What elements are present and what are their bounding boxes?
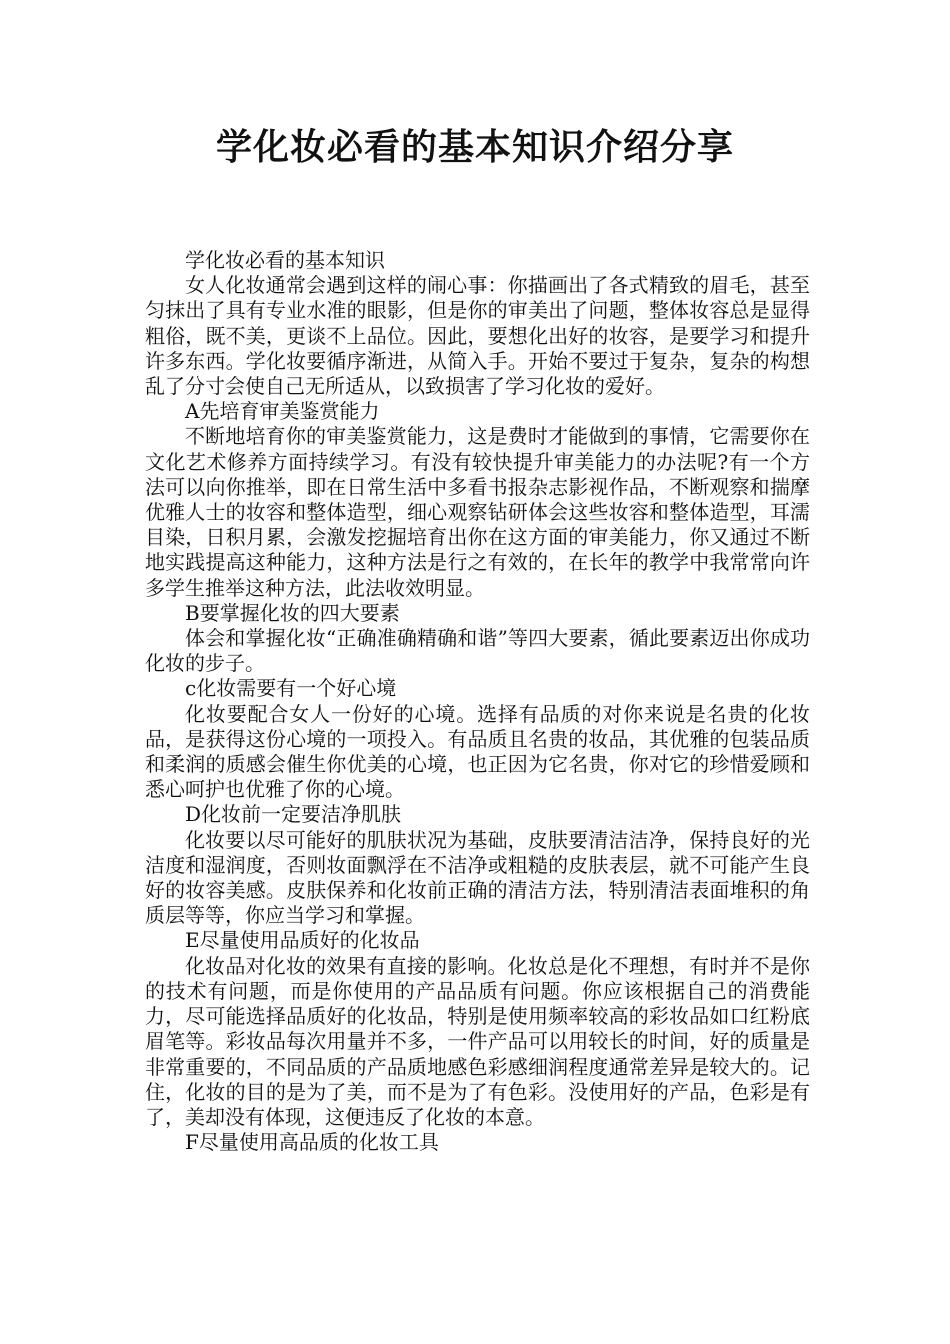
section-heading-f: F尽量使用高品质的化妆工具: [185, 1130, 439, 1155]
section-heading-a: A先培育审美鉴赏能力: [185, 399, 380, 424]
paragraph-intro: 女人化妆通常会遇到这样的闹心事：你描画出了各式精致的眉毛，甚至匀抹出了具有专业水准的眼影，但是你的审美出了问题，整体妆容总是显得粗俗，既不美，更谈不上品位。因此，要想化出好的妆容，是要学习和提升许多东西。学化妆要循序渐进，从简入手。开始不要过于复杂，复杂的构想乱了分寸会使自己无所适从，以致损害了学习化妆的爱好。: [145, 273, 810, 399]
paragraph-subtitle: 学化妆必看的基本知识: [185, 248, 385, 272]
paragraph-c: 化妆要配合女人一份好的心境。选择有品质的对你来说是名贵的化妆品，是获得这份心境的一项投入。有品质且名贵的妆品，其优雅的包装品质和柔润的质感会催生你优美的心境，也正因为它名贵，你对它的珍惜爱顾和悉心呵护也优雅了你的心境。: [145, 701, 810, 802]
section-heading-c: c化妆需要有一个好心境: [185, 676, 397, 701]
section-heading-b: B要掌握化妆的四大要素: [185, 600, 400, 625]
paragraph-e: 化妆品对化妆的效果有直接的影响。化妆总是化不理想，有时并不是你的技术有问题，而是你使用的产品品质有问题。你应该根据自己的消费能力，尽可能选择品质好的化妆品，特别是使用频率较高的彩妆品如口红粉底眉笔等。彩妆品每次用量并不多，一件产品可以用较长的时间，好的质量是非常重要的，不同品质的产品质地感色彩感细润程度通常差异是较大的。记住，化妆的目的是为了美，而不是为了有色彩。没使用好的产品，色彩是有了，美却没有体现，这便违反了化妆的本意。: [145, 953, 810, 1129]
paragraph-d: 化妆要以尽可能好的肌肤状况为基础，皮肤要清洁洁净，保持良好的光洁度和湿润度，否则妆面飘浮在不洁净或粗糙的皮肤表层，就不可能产生良好的妆容美感。皮肤保养和化妆前正确的清洁方法，特别清洁表面堆积的角质层等等，你应当学习和掌握。: [145, 827, 810, 928]
section-heading-d: D化妆前一定要洁净肌肤: [185, 802, 402, 827]
paragraph-b: 体会和掌握化妆“正确准确精确和谐”等四大要素，循此要素迈出你成功化妆的步子。: [145, 626, 810, 676]
document-body: [145, 248, 810, 1155]
section-heading-e: E尽量使用品质好的化妆品: [185, 928, 420, 953]
document-title: 学化妆必看的基本知识介绍分享: [215, 127, 734, 168]
paragraph-a: 不断地培育你的审美鉴赏能力，这是费时才能做到的事情，它需要你在文化艺术修养方面持续学习。有没有较快提升审美能力的办法呢?有一个方法可以向你推举，即在日常生活中多看书报杂志影视作品，不断观察和揣摩优雅人士的妆容和整体造型，细心观察钻研体会这些妆容和整体造型，耳濡目染，日积月累，会激发挖掘培育出你在这方面的审美能力，你又通过不断地实践提高这种能力，这种方法是行之有效的，在长年的教学中我常常向许多学生推举这种方法，此法收效明显。: [145, 424, 810, 600]
